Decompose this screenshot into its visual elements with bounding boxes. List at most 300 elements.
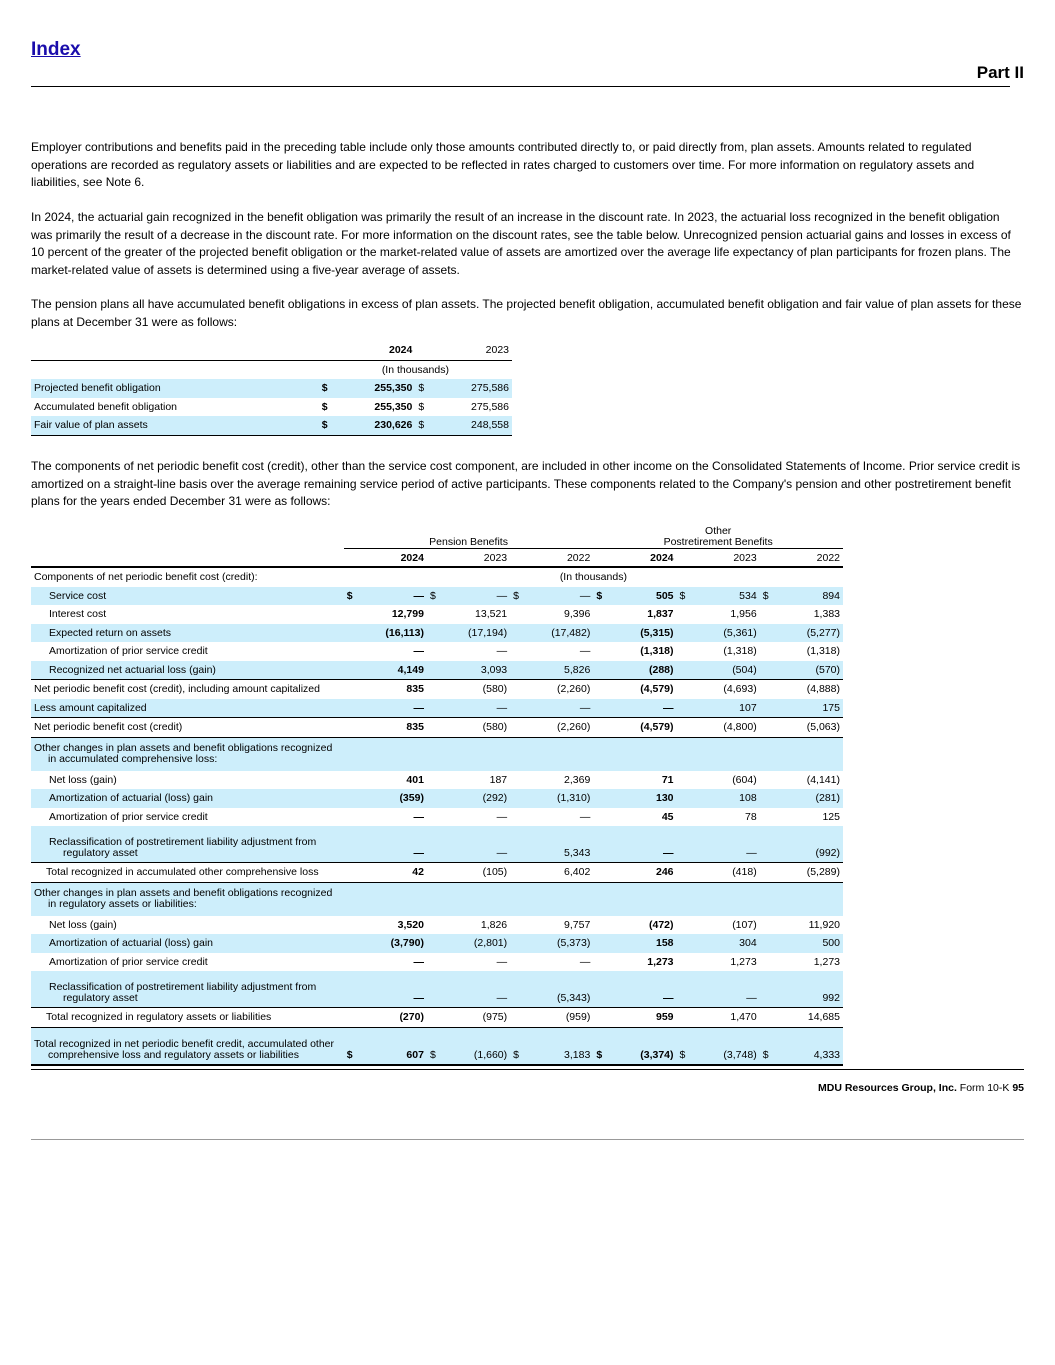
table-cell: Amortization of actuarial (loss) gain [31, 934, 344, 953]
table-cell [593, 699, 605, 718]
table-cell [760, 971, 772, 1008]
table-cell [344, 916, 356, 935]
year-header: 2022 [772, 549, 843, 568]
table-cell: Net periodic benefit cost (credit), including amount capitalized [31, 680, 344, 699]
table-cell [760, 605, 772, 624]
table-cell: — [413, 810, 424, 823]
table-cell [344, 737, 843, 771]
year-header: 2023 [689, 549, 760, 568]
table-cell: 125 [822, 810, 840, 823]
table-row [31, 1027, 843, 1065]
table-row [31, 771, 843, 790]
table-cell [344, 1008, 356, 1028]
footer-divider [31, 1069, 1024, 1070]
table-cell: $ [593, 1027, 605, 1065]
table-cell [510, 826, 522, 863]
section-header-row [31, 882, 843, 916]
table-cell: 3,183 [522, 1027, 593, 1065]
table-cell [344, 789, 356, 808]
table-cell: Amortization of prior service credit [49, 810, 208, 823]
table-cell: 158 [605, 934, 676, 953]
table-cell: Recognized net actuarial loss (gain) [31, 661, 344, 680]
footer-company: MDU Resources Group, Inc. [818, 1082, 957, 1094]
table-cell: 187 [489, 773, 508, 786]
table-cell [510, 916, 522, 935]
table-row [31, 587, 843, 606]
index-link[interactable]: Index [31, 39, 81, 60]
table-cell: — [605, 826, 676, 863]
table-row [31, 699, 843, 718]
table-cell [510, 953, 522, 972]
table-cell: 835 [356, 718, 427, 738]
table-cell [510, 642, 522, 661]
table-cell [677, 916, 689, 935]
table-cell: (1,660) [439, 1027, 510, 1065]
table-cell [760, 680, 772, 699]
table-cell [760, 624, 772, 643]
table-cell: (292) [439, 789, 510, 808]
table-cell [760, 916, 772, 935]
table-row [31, 642, 843, 661]
table-cell: 130 [605, 789, 676, 808]
table-cell: — [356, 699, 427, 718]
paragraph-components: The components of net periodic benefit cost (credit), other than the service cost component, are included in other income on the Consolidated Statements of Income. Prior service credit is amortized on a straight-line basis over the average remaining service period of active participants. These components related to the Company's pension and other postretirement benefit plans for the years ended December 31 were as follows: [31, 459, 1021, 508]
table-row [31, 605, 843, 624]
table-cell [344, 549, 356, 568]
table-cell: 607 [356, 1027, 427, 1065]
table-cell [415, 341, 429, 360]
text-line: Postretirement Benefits [663, 536, 773, 548]
table-cell: 175 [772, 699, 843, 718]
table-cell: — [522, 699, 593, 718]
table-cell: 14,685 [772, 1008, 843, 1028]
table-cell: (570) [772, 661, 843, 680]
table-cell: (359) [356, 789, 427, 808]
page-footer [818, 1082, 1024, 1094]
table-cell [593, 605, 605, 624]
table-cell: (580) [439, 718, 510, 738]
table-cell: (16,113) [356, 624, 427, 643]
table-cell [510, 699, 522, 718]
table-cell: (992) [772, 826, 843, 863]
table-cell [31, 971, 344, 1008]
table-cell [510, 934, 522, 953]
paragraph-actuarial: In 2024, the actuarial gain recognized in the benefit obligation was primarily the result of an increase in the discount rate. In 2023, the actuarial loss recognized in the benefit obligation was primarily the result of a decrease in the discount rate. For more information on the discount rates, see the table below. Unrecognized pension actuarial gains and losses in excess of 10 percent of the greater of the projected benefit obligation or the market-related value of assets are amortized over the average life expectancy of plan participants for frozen plans. The market-related value of assets is determined using a five-year average of assets. [31, 210, 1011, 277]
table-cell: — [413, 955, 424, 968]
table-cell [677, 661, 689, 680]
table-cell [344, 808, 356, 827]
table-cell [344, 661, 356, 680]
table-cell: — [356, 826, 427, 863]
table-cell [593, 771, 605, 790]
table-cell: (4,141) [806, 773, 840, 786]
table-cell: Total recognized in accumulated other comprehensive loss [31, 863, 344, 883]
units-label: (In thousands) [559, 571, 627, 584]
year-header-row [31, 549, 843, 568]
table-cell [510, 789, 522, 808]
table-cell: — [496, 810, 508, 823]
table-cell: (4,693) [689, 680, 760, 699]
table-cell: (2,801) [439, 934, 510, 953]
table-cell: 304 [689, 934, 760, 953]
table-row [31, 971, 843, 1008]
table-cell [427, 863, 439, 883]
table-row [31, 863, 843, 883]
table-cell: Service cost [31, 587, 344, 606]
table-cell: Less amount capitalized [31, 699, 344, 718]
table-cell [760, 789, 772, 808]
table-cell [677, 971, 689, 1008]
table-cell: — [496, 645, 508, 658]
table-cell [31, 521, 344, 549]
currency-symbol: $ [415, 416, 429, 435]
table-cell [427, 605, 439, 624]
year-header: 2022 [522, 549, 593, 568]
table-cell [760, 1008, 772, 1028]
table-cell: 959 [605, 1008, 676, 1028]
table-row [31, 379, 512, 398]
table-row [31, 826, 843, 863]
year-header: 2023 [430, 341, 512, 360]
table-cell [677, 699, 689, 718]
table-cell: 9,396 [564, 608, 591, 621]
table-row [31, 661, 843, 680]
text-line: in accumulated comprehensive loss: [48, 753, 218, 765]
text-line: regulatory asset [63, 992, 138, 1004]
table-cell [760, 718, 772, 738]
table-cell [344, 971, 356, 1008]
table-cell: (1,318) [723, 645, 757, 658]
aoci-section-label [31, 737, 344, 771]
table-row [31, 624, 843, 643]
text-line: Other [705, 525, 732, 537]
row-label: Fair value of plan assets [31, 416, 319, 435]
table-cell [593, 863, 605, 883]
table-cell: — [439, 826, 510, 863]
table-cell: $ [427, 1027, 439, 1065]
table-cell: 3,520 [397, 918, 424, 931]
text-line: Total recognized in net periodic benefit credit, accumulated other [34, 1037, 335, 1050]
table-cell: (288) [605, 661, 676, 680]
components-label: Components of net periodic benefit cost (credit): [34, 571, 258, 584]
table-cell: Amortization of actuarial (loss) gain [31, 789, 344, 808]
units-row [31, 360, 512, 379]
table-row [31, 953, 843, 972]
components-header-row [31, 567, 843, 587]
value-2023: 275,586 [430, 379, 512, 398]
row-label: Projected benefit obligation [31, 379, 319, 398]
page-bottom-divider [31, 1139, 1024, 1140]
value-2024: 255,350 [333, 379, 415, 398]
table-cell: (959) [522, 1008, 593, 1028]
table-cell [760, 642, 772, 661]
table-cell [677, 549, 689, 568]
table-cell [344, 680, 356, 699]
table-cell [427, 771, 439, 790]
table-cell [427, 971, 439, 1008]
table-cell: — [579, 810, 591, 823]
table-cell [427, 934, 439, 953]
table-cell [677, 863, 689, 883]
net-periodic-cost-table [31, 521, 843, 1066]
row-label: Accumulated benefit obligation [34, 400, 178, 413]
table-cell: 992 [772, 971, 843, 1008]
table-cell: 12,799 [391, 608, 424, 621]
table-cell [677, 605, 689, 624]
table-cell: 246 [605, 863, 676, 883]
table-cell: (472) [649, 918, 674, 931]
table-cell [677, 680, 689, 699]
table-cell: 4,333 [772, 1027, 843, 1065]
table-cell [593, 718, 605, 738]
table-cell: 894 [772, 587, 843, 606]
table-row [31, 789, 843, 808]
table-cell [510, 605, 522, 624]
table-cell: $ [510, 587, 522, 606]
table-cell [593, 624, 605, 643]
year-header: 2024 [356, 549, 427, 568]
table-cell: (5,289) [772, 863, 843, 883]
table-cell [344, 934, 356, 953]
table-cell [344, 624, 356, 643]
table-cell: 4,149 [356, 661, 427, 680]
table-cell [31, 1027, 344, 1065]
table-cell [510, 971, 522, 1008]
table-cell: (418) [689, 863, 760, 883]
table-cell: $ [344, 1027, 356, 1065]
table-cell: 3,093 [439, 661, 510, 680]
table-cell: — [439, 699, 510, 718]
text-line: Reclassification of postretirement liability adjustment from [49, 981, 317, 993]
table-cell: (1,318) [806, 645, 840, 658]
regulatory-section-label [31, 882, 344, 916]
table-cell [427, 916, 439, 935]
table-cell [31, 341, 319, 360]
table-cell: (3,790) [356, 934, 427, 953]
table-cell: 42 [356, 863, 427, 883]
table-cell: (504) [689, 661, 760, 680]
table-cell: — [496, 955, 508, 968]
table-cell [427, 826, 439, 863]
table-cell [31, 360, 319, 379]
table-cell [344, 882, 843, 916]
table-cell [344, 826, 356, 863]
table-cell [344, 699, 356, 718]
table-cell [510, 1008, 522, 1028]
table-cell [593, 916, 605, 935]
table-cell: 2,369 [564, 773, 591, 786]
table-cell [593, 808, 605, 827]
table-cell: 1,273 [730, 955, 757, 968]
table-cell [677, 826, 689, 863]
table-cell: 1,383 [813, 608, 840, 621]
table-cell: (4,579) [605, 680, 676, 699]
table-cell [760, 699, 772, 718]
table-row [31, 808, 843, 827]
table-cell [427, 808, 439, 827]
table-cell [677, 808, 689, 827]
table-cell [344, 718, 356, 738]
table-cell [677, 934, 689, 953]
value-2024: 255,350 [374, 400, 413, 413]
year-header: 2023 [439, 549, 510, 568]
table-cell [427, 953, 439, 972]
table-cell: (17,482) [522, 624, 593, 643]
table-cell: (2,260) [522, 680, 593, 699]
table-header-row [31, 341, 512, 360]
table-cell [510, 549, 522, 568]
table-cell [427, 699, 439, 718]
table-cell [677, 642, 689, 661]
text-line: Other changes in plan assets and benefit obligations recognized [34, 887, 333, 899]
table-cell [760, 863, 772, 883]
table-cell: 107 [689, 699, 760, 718]
table-cell: 1,837 [647, 608, 674, 621]
table-cell [593, 953, 605, 972]
table-cell: 835 [356, 680, 427, 699]
table-row [31, 1008, 843, 1028]
table-cell [344, 605, 356, 624]
table-cell: — [439, 971, 510, 1008]
table-cell: (5,315) [605, 624, 676, 643]
table-cell [677, 771, 689, 790]
table-cell: 78 [745, 810, 757, 823]
text-line: regulatory asset [63, 847, 138, 859]
table-cell: $ [760, 1027, 772, 1065]
year-header: 2024 [605, 549, 676, 568]
currency-symbol: $ [319, 379, 333, 398]
table-cell [677, 953, 689, 972]
table-cell [760, 934, 772, 953]
table-cell [677, 718, 689, 738]
table-cell: 1,826 [480, 918, 508, 931]
table-cell: (5,361) [689, 624, 760, 643]
table-cell: — [522, 587, 593, 606]
table-cell: (580) [439, 680, 510, 699]
table-cell: (105) [439, 863, 510, 883]
value-2024: 230,626 [333, 416, 415, 435]
table-cell [593, 971, 605, 1008]
table-cell [510, 863, 522, 883]
table-row [31, 416, 512, 435]
currency-symbol: $ [415, 379, 429, 398]
table-row [31, 934, 843, 953]
table-cell: 71 [661, 773, 674, 786]
table-cell [344, 863, 356, 883]
table-cell [427, 642, 439, 661]
table-cell [510, 624, 522, 643]
pension-benefits-header: Pension Benefits [344, 521, 594, 549]
table-cell [31, 549, 344, 568]
table-cell [677, 789, 689, 808]
table-cell [593, 934, 605, 953]
table-cell: (4,888) [772, 680, 843, 699]
table-cell [677, 1008, 689, 1028]
table-cell [510, 808, 522, 827]
part-title: Part II [976, 63, 1024, 82]
table-cell: — [413, 645, 424, 658]
table-cell: Amortization of prior service credit [49, 955, 208, 968]
table-cell [344, 771, 356, 790]
table-cell: 6,402 [522, 863, 593, 883]
table-cell [593, 661, 605, 680]
table-cell [319, 341, 333, 360]
table-cell: — [356, 587, 427, 606]
table-cell [760, 771, 772, 790]
table-cell: $ [510, 1027, 522, 1065]
table-cell: $ [427, 587, 439, 606]
benefit-obligation-table [31, 341, 512, 436]
table-cell: — [579, 955, 591, 968]
table-cell: Interest cost [49, 608, 107, 621]
footer-form: Form 10-K [956, 1082, 1013, 1094]
text-line: in regulatory assets or liabilities: [48, 898, 197, 910]
table-cell: 45 [661, 810, 674, 823]
table-cell: 5,343 [522, 826, 593, 863]
table-cell [760, 953, 772, 972]
table-row [31, 718, 843, 738]
table-cell: Amortization of prior service credit [49, 645, 208, 658]
table-cell [593, 680, 605, 699]
table-cell: (3,374) [605, 1027, 676, 1065]
table-cell [760, 549, 772, 568]
table-cell: — [356, 971, 427, 1008]
group-header-row [31, 521, 843, 549]
table-cell: 11,920 [808, 918, 840, 931]
table-cell: — [689, 971, 760, 1008]
table-cell: — [579, 645, 591, 658]
table-cell: (270) [356, 1008, 427, 1028]
table-cell: 5,826 [522, 661, 593, 680]
table-cell: (1,318) [640, 645, 674, 658]
table-cell: 401 [406, 773, 424, 786]
table-cell [427, 718, 439, 738]
table-cell [593, 1008, 605, 1028]
table-cell: 108 [689, 789, 760, 808]
table-cell: — [605, 699, 676, 718]
year-header: 2024 [333, 341, 415, 360]
table-cell: (281) [772, 789, 843, 808]
table-cell: (5,277) [772, 624, 843, 643]
table-cell: (107) [732, 918, 757, 931]
table-cell [593, 789, 605, 808]
table-cell [510, 771, 522, 790]
table-cell: Expected return on assets [31, 624, 344, 643]
text-line: Other changes in plan assets and benefit obligations recognized [34, 742, 333, 754]
table-row [31, 398, 512, 417]
header-divider [31, 86, 1010, 87]
table-row [31, 916, 843, 935]
table-cell [427, 624, 439, 643]
table-cell: (1,310) [522, 789, 593, 808]
table-cell [593, 642, 605, 661]
text-line: comprehensive loss and regulatory assets or liabilities [48, 1048, 299, 1061]
table-cell: Net periodic benefit cost (credit) [31, 718, 344, 738]
table-cell: (4,579) [605, 718, 676, 738]
table-cell [427, 549, 439, 568]
table-cell: $ [677, 1027, 689, 1065]
table-cell [427, 680, 439, 699]
table-cell: (17,194) [439, 624, 510, 643]
paragraph-accumulated: The pension plans all have accumulated benefit obligations in excess of plan assets. The projected benefit obligation, accumulated benefit obligation and fair value of plan assets for these plans at December 31 were as follows: [31, 297, 1022, 329]
paragraph-contributions: Employer contributions and benefits paid in the preceding table include only those amounts contributed directly to, or paid directly from, plan assets. Amounts related to regulated operations are recorded as regulatory assets or liabilities and are expected to be reflected in rates charged to customers over time. For more information on regulatory assets and liabilities, see Note 6. [31, 140, 975, 189]
table-cell [31, 826, 344, 863]
table-cell [760, 808, 772, 827]
table-cell: — [689, 826, 760, 863]
table-cell: — [439, 587, 510, 606]
table-cell: (975) [439, 1008, 510, 1028]
table-cell: 1,956 [730, 608, 757, 621]
